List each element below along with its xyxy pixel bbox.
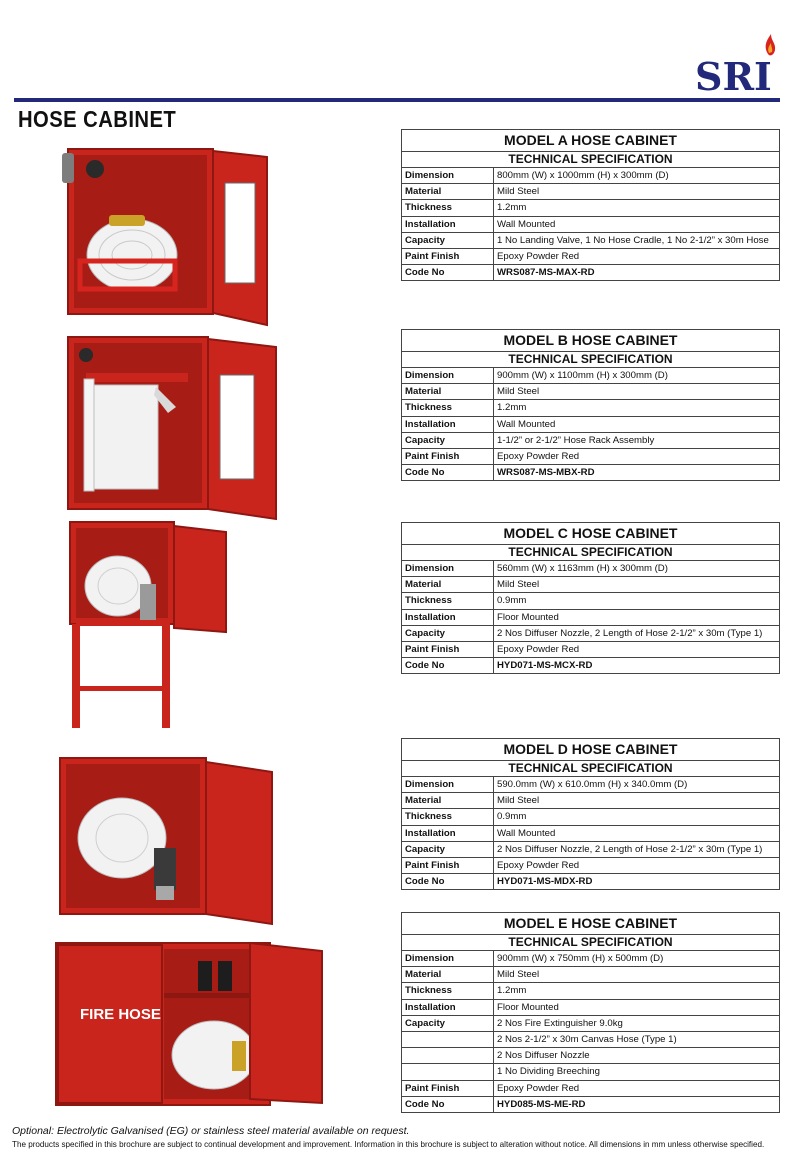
spec-subtitle: TECHNICAL SPECIFICATION	[402, 545, 780, 561]
label-installation: Installation	[402, 609, 494, 625]
model-a-spec-table	[401, 129, 780, 281]
value-thickness: 1.2mm	[494, 200, 780, 216]
label-code-no: Code No	[402, 874, 494, 890]
label-dimension: Dimension	[402, 951, 494, 967]
label-material: Material	[402, 577, 494, 593]
capacity-continued	[402, 1048, 494, 1064]
label-thickness: Thickness	[402, 809, 494, 825]
value-code-no: HYD085-MS-ME-RD	[494, 1096, 780, 1112]
label-capacity: Capacity	[402, 625, 494, 641]
sri-logo	[693, 30, 788, 94]
footer-note: Optional: Electrolytic Galvanised (EG) or stainless steel material available on request.	[12, 1125, 410, 1137]
value-capacity: 1 No Landing Valve, 1 No Hose Cradle, 1 No 2-1/2” x 30m Hose	[494, 232, 780, 248]
label-paint-finish: Paint Finish	[402, 1080, 494, 1096]
value-material: Mild Steel	[494, 577, 780, 593]
label-capacity: Capacity	[402, 232, 494, 248]
value-thickness: 1.2mm	[494, 983, 780, 999]
value-paint-finish: Epoxy Powder Red	[494, 248, 780, 264]
value-thickness: 0.9mm	[494, 809, 780, 825]
label-paint-finish: Paint Finish	[402, 641, 494, 657]
capacity-continued	[402, 1064, 494, 1080]
fire-hose-sign-text: FIRE HOSE	[80, 1006, 161, 1023]
model-b-spec-table	[401, 329, 780, 481]
model-title: MODEL A HOSE CABINET	[402, 130, 780, 152]
page-title: HOSE CABINET	[18, 106, 177, 132]
model-title: MODEL B HOSE CABINET	[402, 330, 780, 352]
value-paint-finish: Epoxy Powder Red	[494, 448, 780, 464]
value-material: Mild Steel	[494, 184, 780, 200]
label-code-no: Code No	[402, 1096, 494, 1112]
value-code-no: WRS087-MS-MBX-RD	[494, 465, 780, 481]
value-capacity: 2 Nos Diffuser Nozzle	[494, 1048, 780, 1064]
value-paint-finish: Epoxy Powder Red	[494, 857, 780, 873]
capacity-continued	[402, 1031, 494, 1047]
label-capacity: Capacity	[402, 432, 494, 448]
label-material: Material	[402, 967, 494, 983]
model-a-photo	[62, 143, 272, 328]
value-capacity: 2 Nos Diffuser Nozzle, 2 Length of Hose 2-1/2” x 30m (Type 1)	[494, 625, 780, 641]
value-material: Mild Steel	[494, 967, 780, 983]
value-code-no: HYD071-MS-MCX-RD	[494, 658, 780, 674]
value-capacity: 1 No Dividing Breeching	[494, 1064, 780, 1080]
spec-subtitle: TECHNICAL SPECIFICATION	[402, 152, 780, 168]
label-thickness: Thickness	[402, 983, 494, 999]
value-installation: Wall Mounted	[494, 216, 780, 232]
label-paint-finish: Paint Finish	[402, 248, 494, 264]
label-thickness: Thickness	[402, 200, 494, 216]
value-dimension: 590.0mm (W) x 610.0mm (H) x 340.0mm (D)	[494, 777, 780, 793]
label-dimension: Dimension	[402, 168, 494, 184]
value-dimension: 560mm (W) x 1163mm (H) x 300mm (D)	[494, 561, 780, 577]
value-installation: Floor Mounted	[494, 999, 780, 1015]
model-b-photo	[64, 335, 278, 521]
value-paint-finish: Epoxy Powder Red	[494, 1080, 780, 1096]
footer-disclaimer: The products specified in this brochure are subject to continual development and improvement. Information in this brochure is subject to alteration without notice. All dimensions in mm unless otherwise specified.	[12, 1140, 765, 1149]
label-material: Material	[402, 384, 494, 400]
header-rule	[14, 98, 780, 102]
value-capacity: 2 Nos Fire Extinguisher 9.0kg	[494, 1015, 780, 1031]
label-material: Material	[402, 793, 494, 809]
value-installation: Wall Mounted	[494, 416, 780, 432]
value-material: Mild Steel	[494, 384, 780, 400]
model-e-photo	[52, 937, 328, 1109]
value-installation: Floor Mounted	[494, 609, 780, 625]
label-installation: Installation	[402, 416, 494, 432]
value-installation: Wall Mounted	[494, 825, 780, 841]
value-capacity: 2 Nos Diffuser Nozzle, 2 Length of Hose 2-1/2” x 30m (Type 1)	[494, 841, 780, 857]
label-capacity: Capacity	[402, 841, 494, 857]
label-installation: Installation	[402, 825, 494, 841]
value-code-no: HYD071-MS-MDX-RD	[494, 874, 780, 890]
label-thickness: Thickness	[402, 593, 494, 609]
spec-subtitle: TECHNICAL SPECIFICATION	[402, 761, 780, 777]
label-code-no: Code No	[402, 265, 494, 281]
model-c-spec-table	[401, 522, 780, 674]
value-code-no: WRS087-MS-MAX-RD	[494, 265, 780, 281]
model-d-spec-table	[401, 738, 780, 890]
model-e-spec-table	[401, 912, 780, 1113]
value-capacity: 2 Nos 2-1/2” x 30m Canvas Hose (Type 1)	[494, 1031, 780, 1047]
value-material: Mild Steel	[494, 793, 780, 809]
model-d-photo	[56, 748, 276, 926]
value-capacity: 1-1/2” or 2-1/2” Hose Rack Assembly	[494, 432, 780, 448]
label-installation: Installation	[402, 999, 494, 1015]
value-thickness: 1.2mm	[494, 400, 780, 416]
label-code-no: Code No	[402, 465, 494, 481]
value-paint-finish: Epoxy Powder Red	[494, 641, 780, 657]
label-capacity: Capacity	[402, 1015, 494, 1031]
model-c-photo	[66, 520, 230, 732]
label-dimension: Dimension	[402, 368, 494, 384]
value-thickness: 0.9mm	[494, 593, 780, 609]
logo-text: SRI	[695, 54, 772, 94]
spec-subtitle: TECHNICAL SPECIFICATION	[402, 352, 780, 368]
label-dimension: Dimension	[402, 561, 494, 577]
model-title: MODEL C HOSE CABINET	[402, 523, 780, 545]
label-paint-finish: Paint Finish	[402, 857, 494, 873]
value-dimension: 900mm (W) x 1100mm (H) x 300mm (D)	[494, 368, 780, 384]
model-title: MODEL E HOSE CABINET	[402, 913, 780, 935]
model-title: MODEL D HOSE CABINET	[402, 739, 780, 761]
label-dimension: Dimension	[402, 777, 494, 793]
label-code-no: Code No	[402, 658, 494, 674]
label-material: Material	[402, 184, 494, 200]
value-dimension: 900mm (W) x 750mm (H) x 500mm (D)	[494, 951, 780, 967]
label-thickness: Thickness	[402, 400, 494, 416]
label-paint-finish: Paint Finish	[402, 448, 494, 464]
value-dimension: 800mm (W) x 1000mm (H) x 300mm (D)	[494, 168, 780, 184]
spec-subtitle: TECHNICAL SPECIFICATION	[402, 935, 780, 951]
label-installation: Installation	[402, 216, 494, 232]
